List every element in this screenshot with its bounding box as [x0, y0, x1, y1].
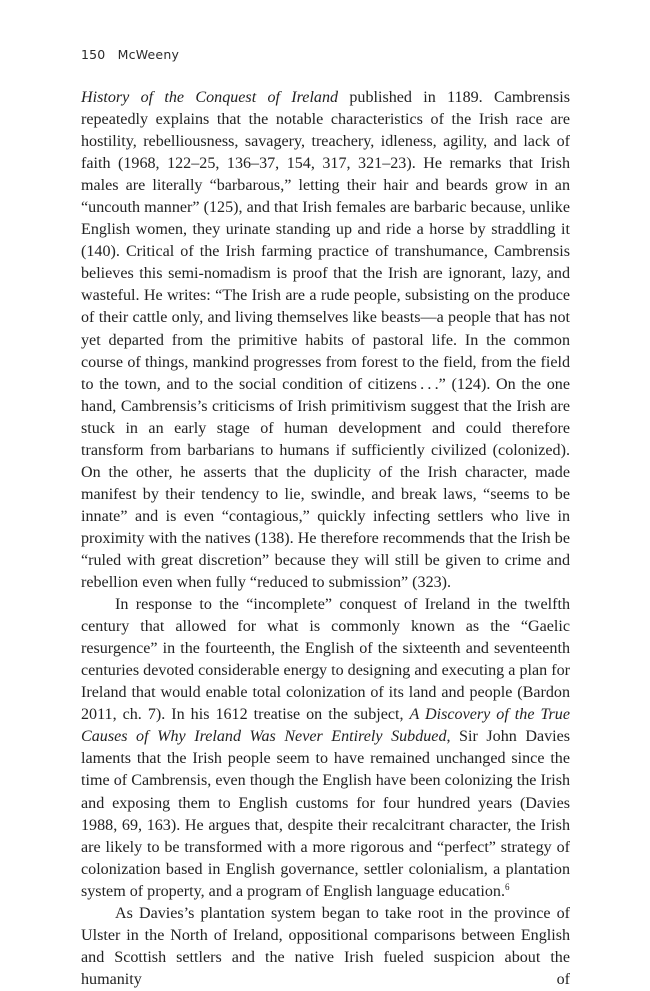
paragraph-3: [81, 903, 570, 991]
book-title-italic: History of the Conquest of Ireland: [81, 89, 339, 106]
paragraph-1-text: published in 1189. Cambrensis repeatedly explains that the notable characteristics of the Irish race are hostility, rebelliousness, savagery, treachery, idleness, agility, and lack of faith (1968, 122–25, 136–37, 154, 317, 321–23). He remarks that Irish males are literally “barbarous,” letting their hair and beards grow in an “uncouth manner” (125), and that Irish females are barbaric because, unlike English women, they urinate standing up and ride a horse by straddling it (140). Critical of the Irish farming practice of transhumance, Cambrensis believes this semi-nomadism is proof that the Irish are ignorant, lazy, and wasteful. He writes: “The Irish are a rude people, subsisting on the produce of their cattle only, and living themselves like beasts—a people that has not yet departed from the primitive habits of pastoral life. In the common course of things, mankind progresses from forest to the field, from the field to the town, and to the social condition of citizens . . .” (124). On the one hand, Cambrensis’s criticisms of Irish primitivism suggest that the Irish are stuck in an early stage of human development and could therefore transform from barbarians to humans if sufficiently civilized (colonized). On the other, he asserts that the duplicity of the Irish character, made manifest by their tendency to lie, swindle, and break laws, “seems to be innate” and is even “contagious,” quickly infecting settlers who live in proximity with the natives (138). He therefore recommends that the Irish be “ruled with great discretion” because they will still be given to crime and rebellion even when fully “reduced to submission” (323).: [81, 89, 570, 592]
running-head: [81, 47, 179, 62]
paragraph-2-text-b: , Sir John Davies laments that the Irish people seem to have remained unchanged since the time of Cambrensis, even though the English have been colonizing the Irish and exposing them to English customs for four hundred years (Davies 1988, 69, 163). He argues that, despite their recalcitrant character, the Irish are likely to be transformed with a more rigorous and “perfect” strategy of colonization based in English governance, settler colonialism, a plantation system of property, and a program of English language education.: [81, 728, 571, 900]
page-number: 150: [81, 47, 106, 62]
paragraph-3-text: As Davies’s plantation system began to take root in the province of Ulster in the North of Ireland, oppositional comparisons between English and Scottish settlers and the native Irish fueled suspicion about the humanity of: [81, 904, 570, 988]
footnote-marker[interactable]: 6: [504, 881, 510, 892]
paragraph-1: [81, 87, 570, 594]
paragraph-2-text-a: In response to the “incomplete” conquest of Ireland in the twelfth century that allowed for what is commonly known as the “Gaelic resurgence” in the fourteenth, the English of the sixteenth and seventeenth centuries devoted considerable energy to designing and executing a plan for Ireland that would enable total colonization of its land and people (Bardon 2011, ch. 7). In his 1612 treatise on the subject,: [81, 596, 570, 724]
body-text: [81, 87, 570, 991]
treatise-title-italic: A Discovery of the True Causes of Why Ireland Was Never Entirely Subdued: [81, 706, 570, 746]
paragraph-2: [81, 594, 570, 903]
running-head-author: McWeeny: [117, 47, 180, 62]
